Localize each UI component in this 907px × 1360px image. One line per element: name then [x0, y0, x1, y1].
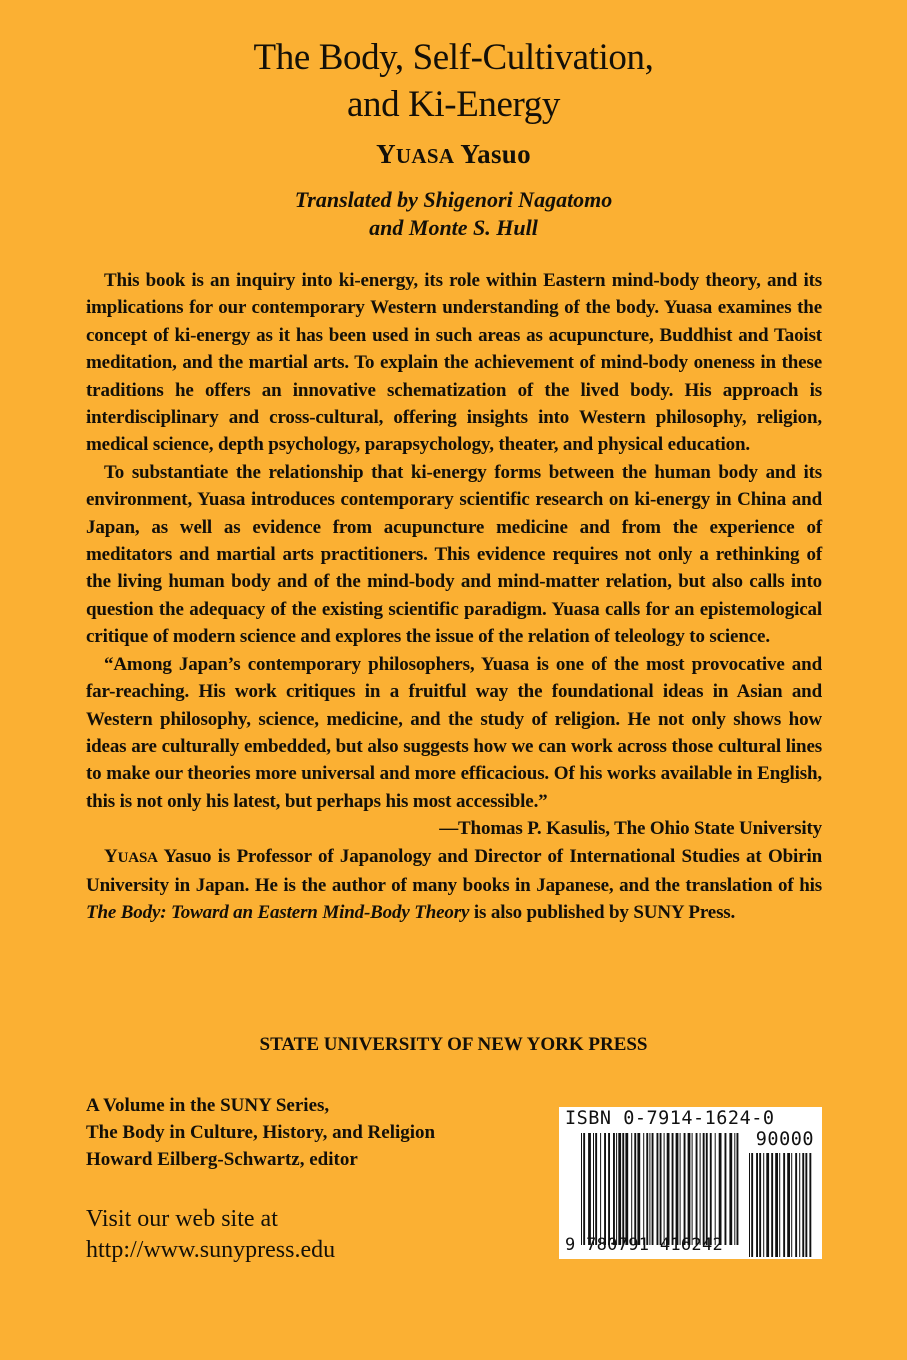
addon-barcode-bars [749, 1153, 811, 1257]
bio-name-initial: Y [104, 845, 118, 867]
barcode-bar [706, 1133, 708, 1245]
description-paragraph-1: This book is an inquiry into ki-energy, its role within Eastern mind-body theory, and its implications for our contemporary Western understanding of the body. Yuasa examines the concept of ki-energy as it has been used in such areas as acupuncture, Buddhist and Taoist meditation, and the martial arts. To explain the achievement of mind-body oneness in these traditions he offers an innovative schematization of the lived body. His approach is interdisciplinary and cross-cultural, offering insights into Western philosophy, religion, medical science, depth psychology, parapsychology, theater, and physical education. [86, 270, 822, 456]
series-line-3: Howard Eilberg-Schwartz, editor [86, 1149, 358, 1170]
barcode-bar [634, 1133, 636, 1245]
barcode-bar [729, 1133, 732, 1245]
author-name [0, 138, 907, 172]
barcode-bar [593, 1133, 594, 1245]
barcode-bar [622, 1133, 624, 1245]
publisher-name: STATE UNIVERSITY OF NEW YORK PRESS [259, 1034, 648, 1055]
series-info [86, 1092, 435, 1173]
bio-text-1: Yasuo is Professor of Japanology and Director of International Studies at Obirin University in Japan. He is the author of many books in Japanese, and the translation of his [86, 845, 822, 896]
author-family-rest: UASA [395, 144, 455, 168]
barcode-bar [749, 1153, 750, 1257]
barcode-bar [759, 1153, 761, 1257]
barcode-bar [715, 1133, 716, 1245]
barcode-bar [646, 1133, 648, 1245]
barcode-bar [588, 1133, 591, 1245]
barcode-bar [766, 1153, 769, 1257]
bio-name-rest: UASA [117, 849, 158, 866]
website-url[interactable]: http://www.sunypress.edu [86, 1237, 336, 1263]
endorsement-quote: “Among Japan’s contemporary philosophers, Yuasa is one of the most provocative and far-reaching. His work critiques in a fruitful way the foundational ideas in Asian and Western philosophy, science, medicine, and the study of religion. He not only shows how ideas are culturally embedded, but also suggests how we can work across those cultural lines to make our theories more universal and more efficacious. Of his works available in English, this is not only his latest, but perhaps his most accessible.” [86, 653, 822, 812]
series-line-1: A Volume in the SUNY Series, [86, 1095, 330, 1116]
barcode-bar [779, 1153, 780, 1257]
barcode-bar [734, 1133, 735, 1245]
barcode-bar [613, 1133, 615, 1245]
barcode-bar [616, 1133, 617, 1245]
ean-number: 9 780791 416242 [565, 1235, 724, 1255]
barcode-bar [756, 1153, 758, 1257]
barcode-bar [795, 1153, 797, 1257]
barcode-bar [608, 1133, 610, 1245]
barcode-bar [649, 1133, 650, 1245]
translators [0, 186, 907, 242]
series-line-2: The Body in Culture, History, and Religion [86, 1122, 436, 1143]
barcode-bar [631, 1133, 632, 1245]
author-bio [86, 843, 822, 927]
barcode-bar [783, 1153, 785, 1257]
barcode-bar [805, 1153, 807, 1257]
barcode-bar [625, 1133, 628, 1245]
barcode-bar [700, 1133, 701, 1245]
barcode-bar [667, 1133, 670, 1245]
barcode-bar [719, 1133, 722, 1245]
barcode-bar [692, 1133, 693, 1245]
barcode-bar [703, 1133, 705, 1245]
quote-attribution: —Thomas P. Kasulis, The Ohio State University [439, 818, 822, 840]
barcode-bar [771, 1153, 773, 1257]
barcode-bar [751, 1153, 753, 1257]
description-paragraph-2: To substantiate the relationship that ki-energy forms between the human body and its environment, Yuasa introduces contemporary scientific research on ki-energy in China and Japan, as well as evidence from acupuncture medicine and from the experience of meditators and martial arts practitioners. This evidence requires not only a rethinking of the living human body and of the mind-body and mind-matter relation, but also calls into question the adequacy of the existing scientific paradigm. Yuasa calls for an epistemological critique of modern science and explores the issue of the relation of teleology to science. [86, 461, 822, 648]
barcode-bar [660, 1133, 662, 1245]
translator-line-2: and Monte S. Hull [369, 215, 538, 240]
description [86, 267, 822, 927]
book-title [0, 34, 907, 128]
barcode-bar [604, 1133, 606, 1245]
website-info [86, 1204, 335, 1266]
barcode-bar [581, 1133, 582, 1245]
barcode-bar [664, 1133, 665, 1245]
title-line-1: The Body, Self-Cultivation, [253, 37, 654, 78]
barcode-bar [637, 1133, 640, 1245]
barcode-bar [802, 1153, 804, 1257]
barcode-bar [643, 1133, 644, 1245]
barcode-bar [652, 1133, 654, 1245]
bio-italic-title: The Body: Toward an Eastern Mind-Body Theory [86, 902, 470, 924]
barcode-bar [809, 1153, 811, 1257]
barcode-bar [688, 1133, 691, 1245]
author-given: Yasuo [460, 139, 531, 169]
barcode-bar [657, 1133, 659, 1245]
price-addon-text: 90000 [755, 1129, 814, 1150]
barcode-bar [763, 1153, 764, 1257]
barcode-bar [600, 1133, 601, 1245]
barcode-bar [799, 1153, 800, 1257]
isbn-barcode [559, 1107, 822, 1259]
barcode-bar [583, 1133, 585, 1245]
barcode-bar [676, 1133, 679, 1245]
author-family-initial: Y [376, 139, 396, 169]
isbn-text: ISBN 0-7914-1624-0 [565, 1108, 775, 1129]
barcode-bar [737, 1133, 739, 1245]
title-line-2: and Ki-Energy [347, 84, 560, 125]
barcode-bar [672, 1133, 674, 1245]
barcode-bar [595, 1133, 597, 1245]
barcode-bar [710, 1133, 712, 1245]
barcode-bar [725, 1133, 727, 1245]
barcode-bar [618, 1133, 621, 1245]
website-label: Visit our web site at [86, 1206, 278, 1232]
translator-line-1: Translated by Shigenori Nagatomo [294, 187, 613, 212]
bio-text-2: is also published by SUNY Press. [469, 902, 736, 924]
barcode-bar [696, 1133, 698, 1245]
barcode-bar [775, 1153, 778, 1257]
barcode-bar [791, 1153, 792, 1257]
barcode-bar [680, 1133, 681, 1245]
barcode-bar [684, 1133, 686, 1245]
main-barcode-bars [581, 1133, 738, 1245]
barcode-bar [787, 1153, 790, 1257]
